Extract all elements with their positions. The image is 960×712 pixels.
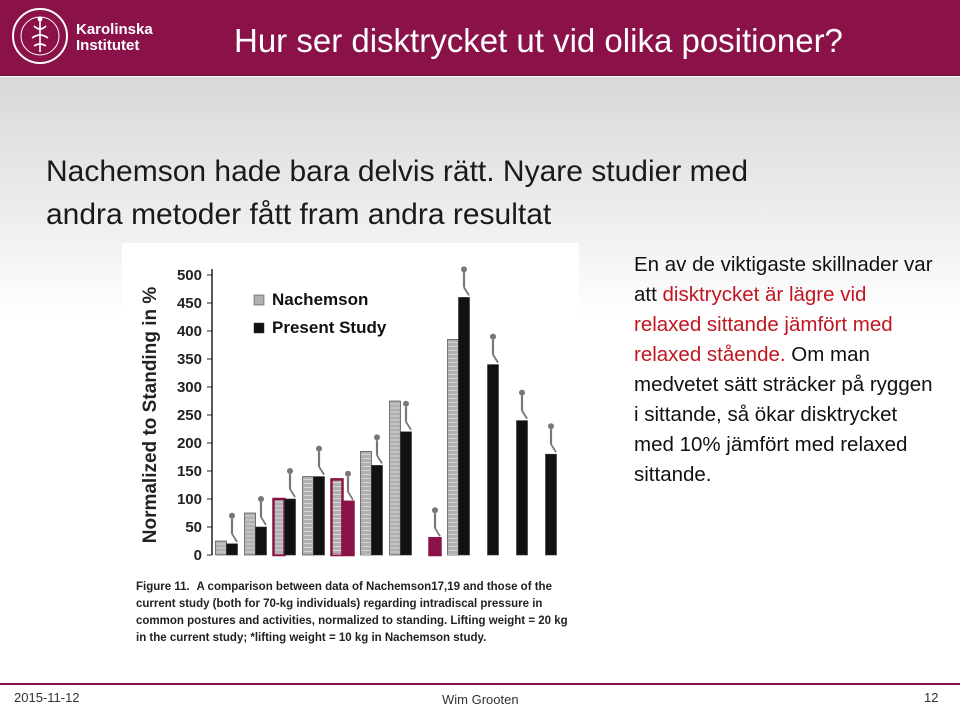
bar-present-5 bbox=[372, 465, 383, 555]
posture-figure-head bbox=[258, 496, 264, 502]
y-axis-label: Normalized to Standing in % bbox=[140, 286, 161, 544]
slide-header bbox=[0, 0, 960, 76]
y-tick-label: 400 bbox=[176, 323, 202, 340]
posture-figure-leg bbox=[377, 455, 382, 463]
side-text-part-1: En av de viktigaste skillnader var att bbox=[634, 253, 933, 306]
bar-nachemson-1 bbox=[245, 513, 256, 555]
posture-figure-head bbox=[461, 266, 467, 272]
y-tick-label: 100 bbox=[176, 491, 202, 508]
chart-figure bbox=[122, 243, 579, 668]
bar-nachemson-5 bbox=[361, 451, 372, 555]
logo-line-1: Karolinska bbox=[76, 21, 153, 38]
figure-caption bbox=[136, 579, 576, 647]
legend-swatch bbox=[254, 295, 264, 305]
posture-figure-leg bbox=[348, 492, 353, 500]
y-tick-label: 500 bbox=[176, 267, 202, 284]
side-text bbox=[634, 250, 934, 490]
karolinska-logo bbox=[10, 4, 153, 70]
bar-present-7 bbox=[430, 538, 441, 555]
posture-figure-head bbox=[345, 471, 351, 477]
side-text-part-2: Om man medvetet sätt sträcker på ryggen i sittande, så ökar disktrycket med 10% jämfört med relaxed sittande. bbox=[634, 343, 933, 486]
posture-figure-leg bbox=[493, 355, 498, 363]
posture-figure-head bbox=[374, 434, 380, 440]
posture-figure-head bbox=[432, 507, 438, 513]
posture-figure-head bbox=[490, 334, 496, 340]
y-tick-label: 0 bbox=[193, 547, 202, 564]
bar-chart bbox=[122, 243, 579, 573]
bar-present-0 bbox=[227, 544, 238, 555]
intro-line-2: andra metoder fått fram andra resultat bbox=[46, 198, 552, 231]
posture-figure-head bbox=[229, 513, 235, 519]
y-tick-label: 200 bbox=[176, 435, 202, 452]
seal-icon bbox=[10, 4, 70, 68]
footer-date: 2015-11-12 bbox=[14, 690, 80, 705]
posture-figure-leg bbox=[464, 287, 469, 295]
y-tick-label: 450 bbox=[176, 295, 202, 312]
footer-page-number: 12 bbox=[924, 690, 939, 705]
bar-present-3 bbox=[314, 477, 325, 555]
bar-present-10 bbox=[517, 421, 528, 555]
intro-line-1: Nachemson hade bara delvis rätt. Nyare studier med bbox=[46, 155, 749, 188]
posture-figure-leg bbox=[435, 528, 440, 536]
legend-label: Nachemson bbox=[272, 290, 369, 309]
y-tick-label: 350 bbox=[176, 351, 202, 368]
legend-label: Present Study bbox=[272, 318, 387, 337]
posture-figure-leg bbox=[551, 444, 556, 452]
y-tick-label: 300 bbox=[176, 379, 202, 396]
bar-present-11 bbox=[546, 454, 557, 555]
side-text-highlight: disktrycket är lägre vid relaxed sittande jämfört med relaxed stående. bbox=[634, 283, 893, 366]
caption-text: A comparison between data of Nachemson17,19 and those of the current study (both for 70-kg individuals) regarding intradiscal pressure in common postures and activities, normalized to standing. Lifting weight = 20 kg in the current study; *lifting weight = 10 kg in Nachemson study. bbox=[136, 581, 568, 644]
bar-nachemson-2 bbox=[274, 499, 285, 555]
intro-text bbox=[46, 150, 906, 236]
posture-figure-leg bbox=[406, 422, 411, 430]
bar-present-2 bbox=[285, 499, 296, 555]
posture-figure-head bbox=[316, 446, 322, 452]
bar-present-8 bbox=[459, 297, 470, 555]
posture-figure-head bbox=[548, 423, 554, 429]
posture-figure-leg bbox=[319, 467, 324, 475]
y-tick-label: 150 bbox=[176, 463, 202, 480]
posture-figure-leg bbox=[522, 411, 527, 419]
posture-figure-leg bbox=[290, 489, 295, 497]
posture-figure-head bbox=[403, 401, 409, 407]
posture-figure-leg bbox=[232, 534, 237, 542]
logo-line-2: Institutet bbox=[76, 37, 140, 54]
posture-figure-head bbox=[519, 390, 525, 396]
y-tick-label: 50 bbox=[185, 519, 202, 536]
caption-label: Figure 11. bbox=[136, 581, 190, 593]
legend-swatch bbox=[254, 323, 264, 333]
posture-figure-leg bbox=[261, 517, 266, 525]
bar-present-4 bbox=[343, 502, 354, 555]
bar-present-6 bbox=[401, 432, 412, 555]
bar-present-1 bbox=[256, 527, 267, 555]
y-tick-label: 250 bbox=[176, 407, 202, 424]
slide-title: Hur ser disktrycket ut vid olika positioner? bbox=[234, 22, 843, 59]
footer-divider bbox=[0, 683, 960, 685]
bar-present-9 bbox=[488, 365, 499, 555]
footer-author: Wim Grooten bbox=[442, 692, 519, 707]
posture-figure-head bbox=[287, 468, 293, 474]
